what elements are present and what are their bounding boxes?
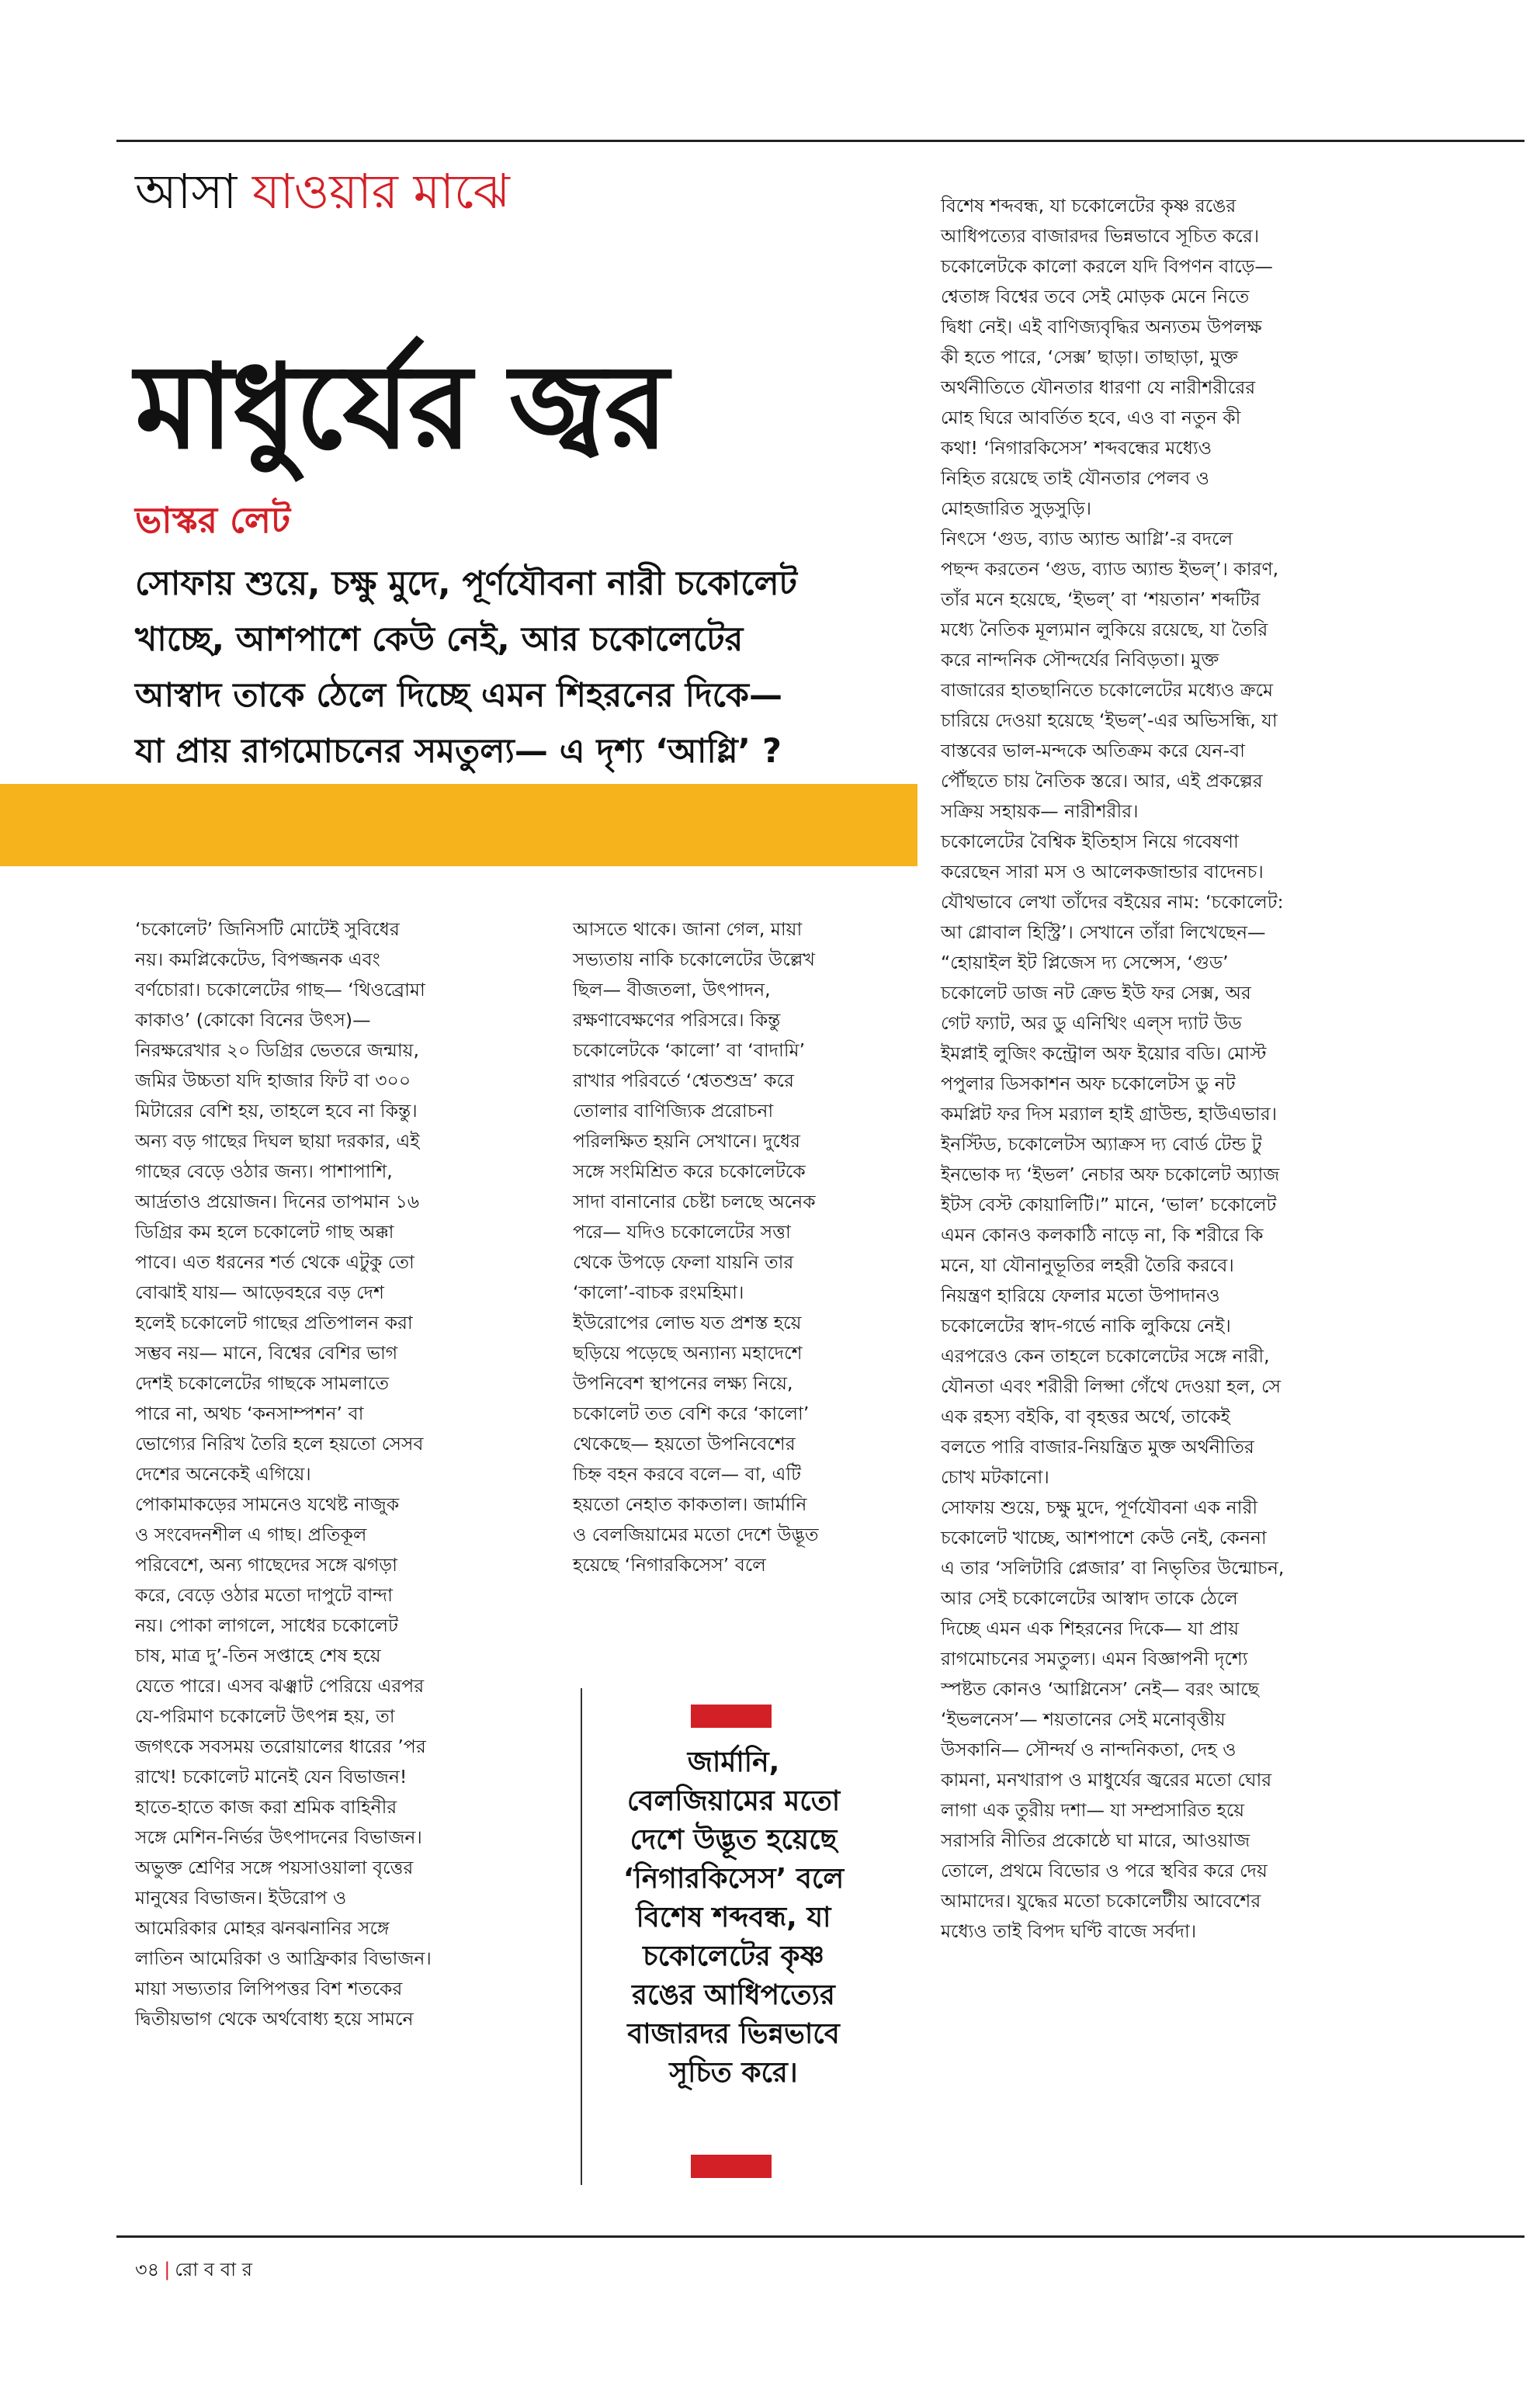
- article-line: অর্থনীতিতে যৌনতার ধারণা যে নারীশরীরের: [941, 376, 1256, 398]
- pullquote-line: দেশে উদ্ভূত হয়েছে: [630, 1824, 838, 1856]
- article-line: আর্দ্রতাও প্রয়োজন। দিনের তাপমান ১৬: [135, 1191, 420, 1212]
- article-line: মোহজারিত সুড়সুড়ি।: [941, 498, 1092, 519]
- article-line: চকোলেট ডাজ নট ক্রেভ ইউ ফর সেক্স, অর: [941, 982, 1251, 1004]
- article-line: এক রহস্য বইকি, বা বৃহত্তর অর্থে, তাকেই: [941, 1406, 1230, 1427]
- article-line: ইটস বেস্ট কোয়ালিটি।” মানে, ‘ভাল’ চকোলেট: [941, 1194, 1277, 1216]
- article-line: চকোলেট খাচ্ছে, আশপাশে কেউ নেই, কেননা: [941, 1527, 1267, 1549]
- pullquote-line: সূচিত করে।: [669, 2057, 798, 2089]
- article-column-2: [573, 914, 897, 1580]
- article-line: থেকে উপড়ে ফেলা যায়নি তার: [573, 1251, 794, 1273]
- article-line: যৌথভাবে লেখা তাঁদের বইয়ের নাম: ‘চকোলেট:: [941, 891, 1284, 913]
- article-line: মধ্যেও তাই বিপদ ঘণ্টি বাজে সর্বদা।: [941, 1920, 1197, 1942]
- article-line: এ তার ‘সলিটারি প্লেজার’ বা নিভৃতির উন্মোচন,: [941, 1557, 1285, 1579]
- pullquote-line: রঙের আধিপত্যের: [632, 1979, 835, 2011]
- article-line: তাঁর মনে হয়েছে, ‘ইভল্’ বা ‘শয়তান’ শব্দটির: [941, 588, 1261, 610]
- article-line: যে-পরিমাণ চকোলেট উৎপন্ন হয়, তা: [135, 1705, 395, 1727]
- decorative-yellow-band: [0, 784, 917, 866]
- article-line: পছন্দ করতেন ‘গুড, ব্যাড অ্যান্ড ইভল্’। কারণ,: [941, 558, 1279, 580]
- article-line: হলেই চকোলেট গাছের প্রতিপালন করা: [135, 1312, 413, 1333]
- pullquote-top-bar: [691, 1705, 772, 1728]
- pullquote-line: জার্মানি,: [687, 1746, 780, 1778]
- article-line: ডিগ্রির কম হলে চকোলেট গাছ অক্কা: [135, 1221, 394, 1243]
- article-line: সাদা বানানোর চেষ্টা চলছে অনেক: [573, 1191, 816, 1212]
- article-line: সক্রিয় সহায়ক— নারীশরীর।: [941, 800, 1139, 822]
- article-line: ও সংবেদনশীল এ গাছ। প্রতিকূল: [135, 1524, 367, 1545]
- standfirst-line: সোফায় শুয়ে, চক্ষু মুদে, পূর্ণযৌবনা নারী চকোলেট: [135, 564, 797, 603]
- article-line: নয়। কমপ্লিকেটেড, বিপজ্জনক এবং: [135, 949, 380, 970]
- article-line: জগৎকে সবসময় তরোয়ালের ধারের ’পর: [135, 1736, 426, 1757]
- article-line: তোলে, প্রথমে বিভোর ও পরে স্থবির করে দেয়: [941, 1860, 1268, 1881]
- article-line: বাস্তবের ভাল-মন্দকে অতিক্রম করে যেন-বা: [941, 740, 1245, 761]
- article-line: হয়েছে ‘নিগারকিসেস’ বলে: [573, 1554, 766, 1576]
- article-column-1: [135, 914, 554, 2034]
- article-line: ‘কালো’-বাচক রংমহিমা।: [573, 1281, 744, 1303]
- article-line: চকোলেটকে কালো করলে যদি বিপণন বাড়ে—: [941, 255, 1273, 277]
- article-line: কাকাও’ (কোকো বিনের উৎস)—: [135, 1009, 371, 1031]
- article-line: বোঝাই যায়— আড়েবহরে বড় দেশ: [135, 1281, 384, 1303]
- pullquote-divider: [581, 1688, 582, 2185]
- article-line: বলতে পারি বাজার-নিয়ন্ত্রিত মুক্ত অর্থনীতির: [941, 1436, 1254, 1458]
- article-line: ইমপ্লাই লুজিং কন্ট্রোল অফ ইয়োর বডি। মোস্ট: [941, 1042, 1267, 1064]
- article-line: করে নান্দনিক সৌন্দর্যের নিবিড়তা। মুক্ত: [941, 649, 1219, 671]
- article-line: দিচ্ছে এমন এক শিহরনের দিকে— যা প্রায়: [941, 1618, 1240, 1639]
- article-line: ‘চকোলেট’ জিনিসটি মোটেই সুবিধের: [135, 918, 400, 940]
- article-line: বিশেষ শব্দবন্ধ, যা চকোলেটের কৃষ্ণ রঙের: [941, 195, 1237, 217]
- article-line: রাগমোচনের সমতুল্য। এমন বিজ্ঞাপনী দৃশ্যে: [941, 1648, 1248, 1670]
- article-line: আসতে থাকে। জানা গেল, মায়া: [573, 918, 803, 940]
- article-line: ‘ইভলনেস’— শয়তানের সেই মনোবৃত্তীয়: [941, 1708, 1226, 1730]
- section-heading-part1: আসা: [135, 163, 252, 220]
- article-line: বর্ণচোরা। চকোলেটের গাছ— ‘থিওব্রোমা: [135, 979, 425, 1001]
- article-line: পরিলক্ষিত হয়নি সেখানে। দুধের: [573, 1130, 800, 1152]
- article-line: চকোলেটকে ‘কালো’ বা ‘বাদামি’: [573, 1039, 806, 1061]
- article-line: রক্ষণাবেক্ষণের পরিসরে। কিন্তু: [573, 1009, 781, 1031]
- standfirst-line: আস্বাদ তাকে ঠেলে দিচ্ছে এমন শিহরনের দিকে—: [135, 676, 783, 715]
- article-line: আমাদের। যুদ্ধের মতো চকোলেটীয় আবেশের: [941, 1890, 1261, 1912]
- pullquote-line: ‘নিগারকিসেস’ বলে: [623, 1863, 845, 1895]
- article-line: উপনিবেশ স্থাপনের লক্ষ্য নিয়ে,: [573, 1372, 793, 1394]
- article-line: এমন কোনও কলকাঠি নাড়ে না, কি শরীরে কি: [941, 1224, 1264, 1246]
- article-line: ইউরোপের লোভ যত প্রশস্ত হয়ে: [573, 1312, 802, 1333]
- article-line: রাখার পরিবর্তে ‘শ্বেতশুভ্র’ করে: [573, 1070, 794, 1091]
- article-line: ইনভোক দ্য ‘ইভল’ নেচার অফ চকোলেট অ্যাজ: [941, 1164, 1280, 1185]
- article-line: নয়। পোকা লাগলে, সাধের চকোলেট: [135, 1614, 398, 1636]
- article-line: নিহিত রয়েছে তাই যৌনতার পেলব ও: [941, 467, 1209, 489]
- pullquote: [590, 1743, 877, 2093]
- standfirst-line: খাচ্ছে, আশপাশে কেউ নেই, আর চকোলেটের: [135, 620, 744, 659]
- article-line: দ্বিধা নেই। এই বাণিজ্যবৃদ্ধির অন্যতম উপলক্ষ: [941, 316, 1262, 338]
- article-line: সঙ্গে মেশিন-নির্ভর উৎপাদনের বিভাজন।: [135, 1826, 422, 1848]
- article-headline: মাধুর্যের জ্বর: [135, 338, 668, 475]
- article-line: পারে না, অথচ ‘কনসাম্পশন’ বা: [135, 1403, 364, 1424]
- article-line: সরাসরি নীতির প্রকোষ্ঠে ঘা মারে, আওয়াজ: [941, 1829, 1250, 1851]
- article-line: চকোলেটের স্বাদ-গর্ভে নাকি লুকিয়ে নেই।: [941, 1315, 1231, 1337]
- article-line: সঙ্গে সংমিশ্রিত করে চকোলেটকে: [573, 1160, 806, 1182]
- article-line: মানুষের বিভাজন। ইউরোপ ও: [135, 1887, 347, 1909]
- article-line: ইনস্টিড, চকোলেটস অ্যাক্রস দ্য বোর্ড টেন্ড টু: [941, 1133, 1262, 1155]
- article-line: আর সেই চকোলেটের আস্বাদ তাকে ঠেলে: [941, 1587, 1238, 1609]
- article-line: চিহ্ন বহন করবে বলে— বা, এটি: [573, 1463, 801, 1485]
- author-byline: ভাস্কর লেট: [135, 499, 291, 541]
- article-line: “হোয়াইল ইট প্লিজেস দ্য সেন্সেস, ‘গুড’: [941, 952, 1229, 973]
- article-line: কথা! ‘নিগারকিসেস’ শব্দবন্ধের মধ্যেও: [941, 437, 1212, 459]
- article-line: চকোলেট তত বেশি করে ‘কালো’: [573, 1403, 810, 1424]
- article-line: কী হতে পারে, ‘সেক্স’ ছাড়া। তাছাড়া, মুক্ত: [941, 346, 1238, 368]
- article-line: অন্য বড় গাছের দিঘল ছায়া দরকার, এই: [135, 1130, 420, 1152]
- footer-separator: |: [164, 2259, 171, 2280]
- article-line: এরপরেও কেন তাহলে চকোলেটের সঙ্গে নারী,: [941, 1345, 1270, 1367]
- article-line: গাছের বেড়ে ওঠার জন্য। পাশাপাশি,: [135, 1160, 393, 1182]
- article-line: লাগা এক তুরীয় দশা— যা সম্প্রসারিত হয়ে: [941, 1799, 1245, 1821]
- standfirst-line: যা প্রায় রাগমোচনের সমতুল্য— এ দৃশ্য ‘আগ্লি’ ?: [135, 732, 782, 771]
- article-line: আ গ্লোবাল হিস্ট্রি’। সেখানে তাঁরা লিখেছেন—: [941, 921, 1266, 943]
- article-line: চকোলেটের বৈশ্বিক ইতিহাস নিয়ে গবেষণা: [941, 831, 1239, 852]
- article-line: লাতিন আমেরিকা ও আফ্রিকার বিভাজন।: [135, 1947, 432, 1969]
- article-line: হয়তো নেহাত কাকতাল। জার্মানি: [573, 1493, 807, 1515]
- article-line: পরে— যদিও চকোলেটের সত্তা: [573, 1221, 791, 1243]
- article-line: করে, বেড়ে ওঠার মতো দাপুটে বান্দা: [135, 1584, 393, 1606]
- article-line: মনে, যা যৌনানুভূতির লহরী তৈরি করবে।: [941, 1254, 1234, 1276]
- article-line: পাবে। এত ধরনের শর্ত থেকে এটুকু তো: [135, 1251, 414, 1273]
- pullquote-line: বেলজিয়ামের মতো: [626, 1785, 841, 1817]
- article-line: কমপ্লিট ফর দিস মর‍্যাল হাই গ্রাউন্ড, হাউএভার।: [941, 1103, 1278, 1125]
- article-line: মোহ ঘিরে আবর্তিত হবে, এও বা নতুন কী: [941, 407, 1241, 428]
- article-line: জমির উচ্চতা যদি হাজার ফিট বা ৩০০: [135, 1070, 411, 1091]
- article-line: পপুলার ডিসকাশন অফ চকোলেটস ডু নট: [941, 1073, 1236, 1094]
- article-line: যেতে পারে। এসব ঝঞ্ঝাট পেরিয়ে এরপর: [135, 1675, 425, 1697]
- article-line: চাষ, মাত্র দু’-তিন সপ্তাহে শেষ হয়ে: [135, 1645, 381, 1666]
- article-line: ও বেলজিয়ামের মতো দেশে উদ্ভূত: [573, 1524, 819, 1545]
- pullquote-line: চকোলেটের কৃষ্ণ: [643, 1940, 824, 1972]
- article-line: পোকামাকড়ের সামনেও যথেষ্ট নাজুক: [135, 1493, 400, 1515]
- section-heading-part2: যাওয়ার মাঝে: [251, 163, 510, 220]
- article-line: দেশের অনেকেই এগিয়ে।: [135, 1463, 311, 1485]
- article-line: পৌঁছতে চায় নৈতিক স্তরে। আর, এই প্রকল্পের: [941, 770, 1263, 792]
- article-line: করেছেন সারা মস ও আলেকজান্ডার বাদেনচ।: [941, 861, 1264, 883]
- article-line: ছড়িয়ে পড়েছে অন্যান্য মহাদেশে: [573, 1342, 803, 1364]
- article-line: তোলার বাণিজ্যিক প্ররোচনা: [573, 1100, 774, 1122]
- article-line: ভোগ্যের নিরিখ তৈরি হলে হয়তো সেসব: [135, 1433, 424, 1455]
- article-line: সম্ভব নয়— মানে, বিশ্বের বেশির ভাগ: [135, 1342, 398, 1364]
- article-line: উসকানি— সৌন্দর্য ও নান্দনিকতা, দেহ ও: [941, 1739, 1237, 1760]
- article-line: সভ্যতায় নাকি চকোলেটের উল্লেখ: [573, 949, 815, 970]
- page-footer: [135, 2256, 252, 2287]
- article-line: মধ্যে নৈতিক মূল্যমান লুকিয়ে রয়েছে, যা তৈরি: [941, 619, 1268, 640]
- article-line: বাজারের হাতছানিতে চকোলেটের মধ্যেও ক্রমে: [941, 679, 1274, 701]
- bottom-rule: [116, 2235, 1524, 2238]
- article-line: রাখে! চকোলেট মানেই যেন বিভাজন!: [135, 1766, 408, 1788]
- article-column-3: [941, 191, 1399, 1947]
- article-line: নিরক্ষরেখার ২০ ডিগ্রির ভেতরে জন্মায়,: [135, 1039, 419, 1061]
- article-line: থেকেছে— হয়তো উপনিবেশের: [573, 1433, 796, 1455]
- pullquote-line: বিশেষ শব্দবন্ধ, যা: [636, 1902, 831, 1933]
- article-line: কামনা, মনখারাপ ও মাধুর্যের জ্বরের মতো ঘোর: [941, 1769, 1272, 1791]
- article-line: নিৎসে ‘গুড, ব্যাড অ্যান্ড আগ্লি’-র বদলে: [941, 528, 1233, 550]
- article-line: চোখ মটকানো।: [941, 1466, 1049, 1488]
- article-line: হাতে-হাতে কাজ করা শ্রমিক বাহিনীর: [135, 1796, 397, 1818]
- article-line: পরিবেশে, অন্য গাছেদের সঙ্গে ঝগড়া: [135, 1554, 397, 1576]
- article-line: যৌনতা এবং শরীরী লিপ্সা গেঁথে দেওয়া হল, সে: [941, 1375, 1282, 1397]
- article-line: নিয়ন্ত্রণ হারিয়ে ফেলার মতো উপাদানও: [941, 1285, 1220, 1306]
- article-line: মিটারের বেশি হয়, তাহলে হবে না কিন্তু।: [135, 1100, 418, 1122]
- top-rule: [116, 140, 1524, 142]
- article-line: গেট ফ্যাট, অর ডু এনিথিং এল্স দ্যাট উড: [941, 1012, 1242, 1034]
- article-line: চারিয়ে দেওয়া হয়েছে ‘ইভল্’-এর অভিসন্ধি, যা: [941, 709, 1278, 731]
- magazine-name: রো ব বা র: [175, 2259, 252, 2280]
- page-number: ৩৪: [135, 2259, 160, 2280]
- article-line: শ্বেতাঙ্গ বিশ্বের তবে সেই মোড়ক মেনে নিতে: [941, 286, 1250, 307]
- pullquote-line: বাজারদর ভিন্নভাবে: [627, 2018, 840, 2050]
- article-line: ছিল— বীজতলা, উৎপাদন,: [573, 979, 771, 1001]
- pullquote-bottom-bar: [691, 2155, 772, 2178]
- section-heading: [135, 155, 510, 235]
- article-line: সোফায় শুয়ে, চক্ষু মুদে, পূর্ণযৌবনা এক নারী: [941, 1496, 1258, 1518]
- article-line: মায়া সভ্যতার লিপিপত্তর বিশ শতকের: [135, 1978, 403, 1999]
- article-line: দ্বিতীয়ভাগ থেকে অর্থবোধ্য হয়ে সামনে: [135, 2008, 414, 2030]
- standfirst: [135, 556, 911, 779]
- article-line: আমেরিকার মোহর ঝনঝনানির সঙ্গে: [135, 1917, 390, 1939]
- article-line: আধিপত্যের বাজারদর ভিন্নভাবে সূচিত করে।: [941, 225, 1260, 247]
- article-line: দেশই চকোলেটের গাছকে সামলাতে: [135, 1372, 390, 1394]
- article-line: অভুক্ত শ্রেণির সঙ্গে পয়সাওয়ালা বৃত্তের: [135, 1857, 414, 1878]
- article-line: স্পষ্টত কোনও ‘আগ্লিনেস’ নেই— বরং আছে: [941, 1678, 1259, 1700]
